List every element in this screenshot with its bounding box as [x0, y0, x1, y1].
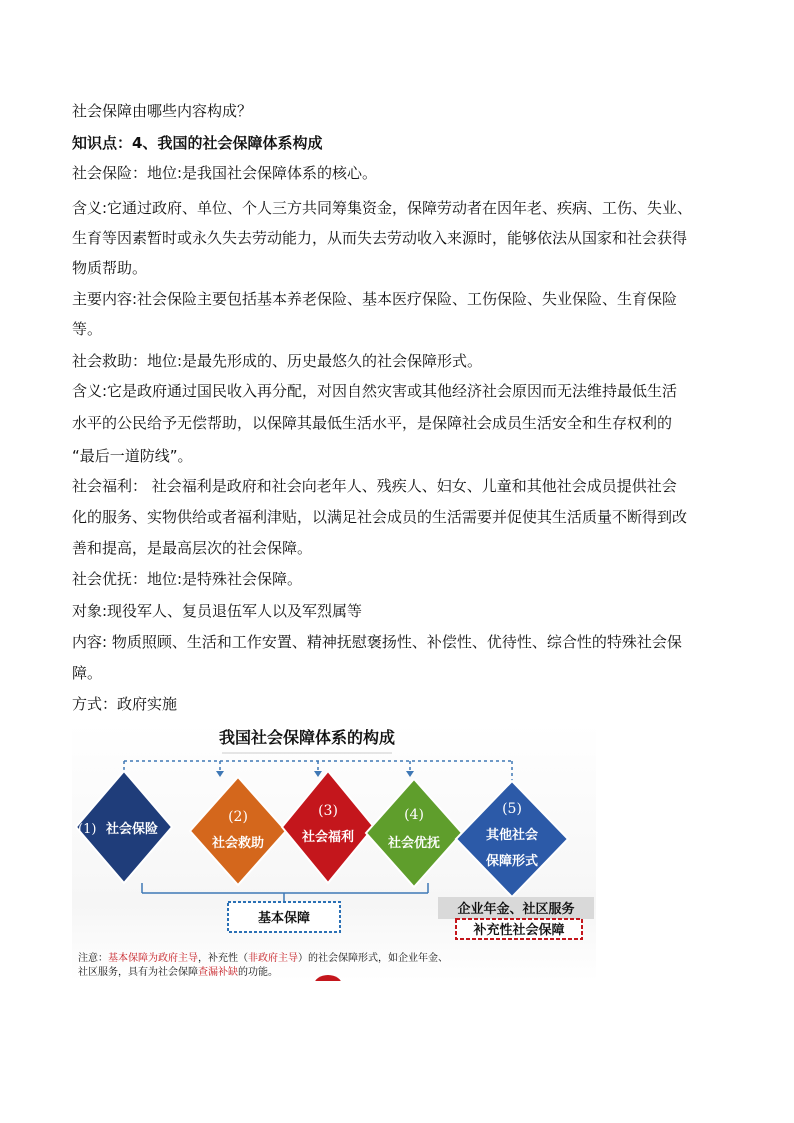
- knowledge-point-heading: 知识点：4、我国的社会保障体系构成: [72, 134, 323, 152]
- social-assistance-status: 社会救助：地位:是最先形成的、历史最悠久的社会保障形式。: [72, 352, 483, 370]
- social-insurance-meaning-3: 物质帮助。: [72, 259, 148, 277]
- social-assistance-meaning-3: “最后一道防线”。: [72, 447, 193, 465]
- diamond-other-forms: [456, 781, 568, 897]
- diamond-social-preferential: [366, 779, 462, 887]
- diamond-4-num: (4): [404, 807, 424, 823]
- social-insurance-meaning-1: 含义:它通过政府、单位、个人三方共同筹集资金，保障劳动者在因年老、疾病、工伤、失业、: [72, 199, 693, 217]
- bottom-bracket: [142, 883, 428, 901]
- diamond-social-welfare: [282, 771, 374, 883]
- social-preferential-method: 方式：政府实施: [72, 695, 178, 713]
- diamond-social-assistance: [190, 777, 286, 885]
- diamond-2-num: (2): [228, 809, 248, 825]
- diamond-5-num: (5): [502, 801, 522, 817]
- social-insurance-content-1: 主要内容:社会保险主要包括基本养老保险、基本医疗保险、工伤保险、失业保险、生育保险: [72, 290, 678, 308]
- diamond-3-label: 社会福利: [301, 830, 355, 845]
- diagram-title: 我国社会保障体系的构成: [218, 728, 396, 747]
- enterprise-label: 企业年金、社区服务: [457, 902, 575, 917]
- social-assistance-meaning-1: 含义:它是政府通过国民收入再分配，对因自然灾害或其他经济社会原因而无法维持最低生活: [72, 382, 678, 400]
- supplementary-label: 补充性社会保障: [473, 923, 565, 938]
- diamond-social-insurance: [76, 771, 172, 883]
- social-insurance-meaning-2: 生育等因素暂时或永久失去劳动能力，从而失去劳动收入来源时，能够依法从国家和社会获得: [72, 229, 688, 247]
- social-security-diagram: [72, 723, 596, 981]
- social-preferential-target: 对象:现役军人、复员退伍军人以及军烈属等: [72, 602, 363, 620]
- diamond-5-label-1: 其他社会: [485, 828, 539, 843]
- social-preferential-status: 社会优抚：地位:是特殊社会保障。: [72, 570, 303, 588]
- social-welfare-1: 社会福利： 社会福利是政府和社会向老年人、残疾人、妇女、儿童和其他社会成员提供社会: [72, 477, 677, 495]
- social-insurance-status: 社会保险：地位:是我国社会保障体系的核心。: [72, 164, 378, 182]
- note-line-2: 社区服务，具有为社会保障查漏补缺的功能。: [78, 967, 278, 978]
- basic-security-label: 基本保障: [257, 911, 311, 926]
- social-preferential-content-2: 障。: [72, 664, 103, 682]
- social-assistance-meaning-2: 水平的公民给予无偿帮助，以保障其最低生活水平，是保障社会成员生活安全和生存权利的: [72, 414, 673, 432]
- social-preferential-content-1: 内容: 物质照顾、生活和工作安置、精神抚慰褒扬性、补偿性、优待性、综合性的特殊社会保: [72, 633, 682, 651]
- diamond-5-label-2: 保障形式: [485, 854, 539, 869]
- question-line: 社会保障由哪些内容构成？: [72, 102, 253, 120]
- diamond-3-num: (3): [318, 803, 338, 819]
- social-welfare-3: 善和提高，是最高层次的社会保障。: [72, 539, 313, 557]
- social-insurance-content-2: 等。: [72, 320, 103, 338]
- red-decoration: [314, 975, 342, 981]
- bracket-arrows: [216, 771, 414, 777]
- diamond-1-label: 社会保险: [106, 822, 159, 837]
- note-line-1: 注意：基本保障为政府主导，补充性（非政府主导）的社会保障形式，如企业年金、: [78, 953, 448, 964]
- social-welfare-2: 化的服务、实物供给或者福利津贴，以满足社会成员的生活需要并促使其生活质量不断得到改: [72, 508, 688, 526]
- diamond-1-num: (1): [78, 822, 97, 837]
- diamond-2-label: 社会救助: [211, 836, 265, 851]
- diamond-4-label: 社会优抚: [387, 836, 441, 851]
